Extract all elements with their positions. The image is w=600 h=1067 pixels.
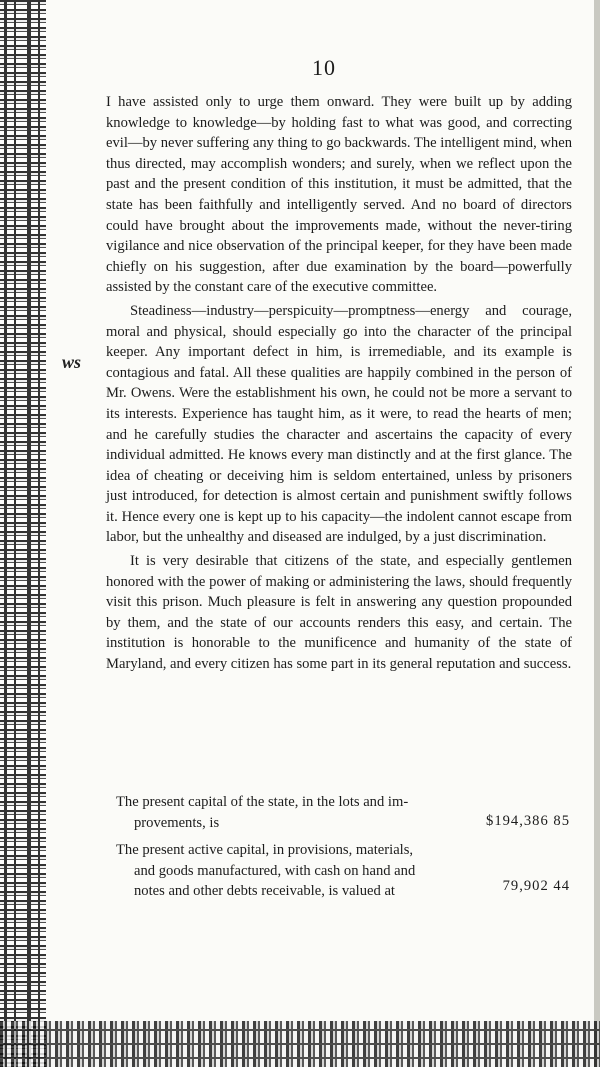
statement-label-line: The present active capital, in provisions, materials,: [116, 842, 414, 858]
paragraph: It is very desirable that citizens of the state, and especially gentlemen honored with the power of making or administering the laws, should frequently visit this prison. Much pleasure is felt in answering any question propounded by them, and the state of our accounts renders this easy, and certain. The institution is honorable to the munificence and humanity of the state of Maryland, and every citizen has some part in its general reputation and success.: [106, 553, 572, 673]
statement-label-line: The present capital of the state, in the lots and im-: [116, 794, 409, 810]
statement-amount: $194,386 85: [486, 813, 570, 829]
statement-label: [116, 840, 476, 902]
page-number: 10: [312, 55, 336, 80]
statement-row-fixed-capital: [116, 792, 572, 836]
paragraph: Steadiness—industry—perspicuity—promptness—energy and courage, moral and physical, should especially go into the character of the principal keeper. Any important defect in him, is irremediable, and its example is contagious and fatal. All these qualities are happily combined in the person of Mr. Owens. Were the establishment his own, he could not be more a servant to its interests. Experience has taught him, as it were, to read the hearts of men; and he carefully studies the character and ascertains the capacity of every individual admitted. He knows every man distinctly and at the first glance. The idea of cheating or deceiving him is seldom entertained, unless by prisoners just introduced, for detection is almost certain and punishment swiftly follows it. Hence every one is kept up to his capacity—the indolent cannot escape from labor, but the unhealthy and diseased are indulged, by a just discrimination.: [106, 302, 572, 546]
page-edge-right: [594, 0, 600, 1067]
statement-label-line: provements, is: [134, 814, 220, 831]
binding-edge-bottom: [0, 1021, 600, 1067]
statement-row-active-capital: [116, 840, 572, 904]
paragraph: I have assisted only to urge them onward. They were built up by adding knowledge to knowledge—by holding fast to what was good, and correcting evil—by never suffering any thing to go backwards. The intelligent mind, when thus directed, may accomplish wonders; and surely, when we reflect upon the past and the present condition of this institution, it must be admitted, that the state has been faithfully and intelligently served. And no board of directors could have brought about the improvements made, without the never-tiring vigilance and nice observation of the principal keeper, for they have been made chiefly on his suggestion, after due examination by the board—powerfully assisted by the constant care of the executive committee.: [106, 94, 572, 296]
statement-label-line: notes and other debts receivable, is valued at: [134, 883, 395, 900]
body-text: [106, 92, 572, 675]
margin-annotation: ws: [62, 352, 82, 372]
binding-edge-left: [0, 0, 46, 1067]
statement-label: [116, 792, 476, 833]
statement-label-line: and goods manufactured, with cash on hand and: [134, 862, 416, 879]
statement-amount: 79,902 44: [502, 878, 570, 894]
